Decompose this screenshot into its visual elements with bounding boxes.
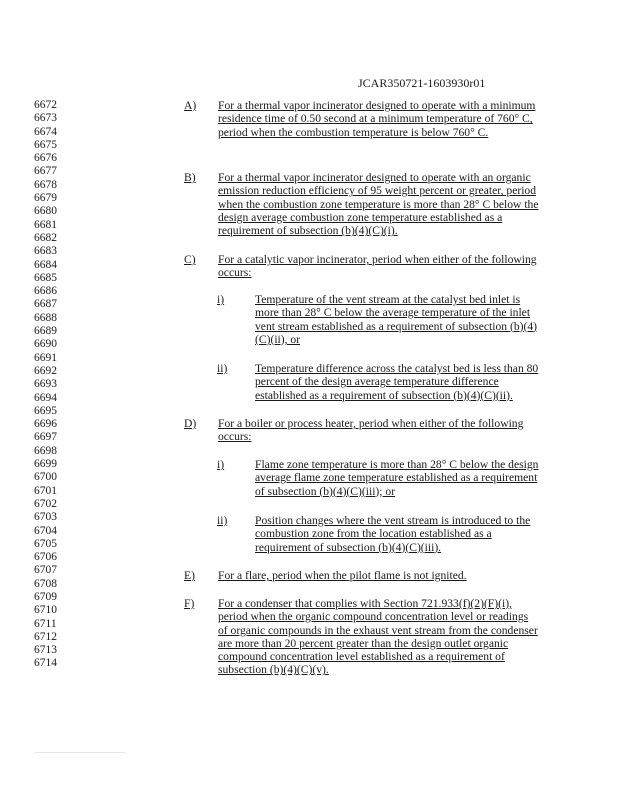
item-b-label: B): [184, 171, 196, 184]
item-d-i-label: i): [217, 458, 225, 471]
line-number: 6705: [34, 537, 57, 550]
line-number: 6696: [34, 418, 57, 431]
line-number: 6677: [34, 165, 57, 178]
item-c-label: C): [184, 253, 196, 266]
line-number: 6710: [34, 604, 57, 617]
line-number: 6674: [34, 125, 57, 138]
line-number: 6702: [34, 497, 57, 510]
item-c-ii-text: Temperature difference across the catalyst bed is less than 80 percent of the design average temperature difference established as a requirement of subsection (b)(4)(C)(ii).: [255, 362, 539, 402]
line-number: 6709: [34, 590, 57, 603]
line-number: 6711: [34, 617, 57, 630]
line-number: 6684: [34, 258, 57, 271]
line-number: 6693: [34, 378, 57, 391]
item-b-text: For a thermal vapor incinerator designed to operate with an organic emission reduction efficiency of 95 weight percent or greater, period when the combustion zone temperature is more than 28° C below the design average combustion zone temperature established as a requirement of subsection (b)(4)(C)(i).: [218, 171, 539, 238]
line-number: 6686: [34, 285, 57, 298]
line-number: 6691: [34, 351, 57, 364]
line-number: 6678: [34, 178, 57, 191]
line-number: 6680: [34, 205, 57, 218]
line-number: 6703: [34, 511, 57, 524]
item-a-text: For a thermal vapor incinerator designed to operate with a minimum residence time of 0.50 second at a minimum temperature of 760° C, period when the combustion temperature is below 760° C.: [218, 99, 536, 139]
item-c-ii-label: ii): [217, 362, 228, 375]
line-number: 6675: [34, 138, 57, 151]
item-c-text: For a catalytic vapor incinerator, period when either of the following occurs:: [218, 253, 537, 280]
line-number: 6700: [34, 471, 57, 484]
document-id: JCAR350721-1603930r01: [358, 76, 486, 90]
line-number: 6689: [34, 325, 57, 338]
line-number: 6688: [34, 311, 57, 324]
line-number: 6692: [34, 364, 57, 377]
line-number: 6698: [34, 444, 57, 457]
line-number: 6676: [34, 152, 57, 165]
item-f-label: F): [184, 597, 195, 610]
item-d-ii-label: ii): [217, 514, 228, 527]
item-d-ii-text: Position changes where the vent stream is introduced to the combustion zone from the location established as a requirement of subsection (b)(4)(C)(iii).: [255, 514, 531, 554]
line-number: 6683: [34, 245, 57, 258]
line-number-column: [34, 99, 57, 671]
line-number: 6694: [34, 391, 57, 404]
line-number: 6690: [34, 338, 57, 351]
line-number: 6707: [34, 564, 57, 577]
item-d-label: D): [184, 417, 197, 430]
line-number: 6714: [34, 657, 57, 670]
item-f-text: For a condenser that complies with Section 721.933(f)(2)(F)(i), period when the organic compound concentration level or readings of organic compounds in the exhaust vent stream from the condenser are more than 20 percent greater than the design outlet organic compound concentration level established as a requirement of subsection (b)(4)(C)(v).: [218, 597, 538, 677]
item-a-label: A): [184, 99, 197, 112]
line-number: 6681: [34, 218, 57, 231]
line-number: 6682: [34, 231, 57, 244]
line-number: 6706: [34, 551, 57, 564]
line-number: 6712: [34, 630, 57, 643]
line-number: 6701: [34, 484, 57, 497]
line-number: 6704: [34, 524, 57, 537]
line-number: 6699: [34, 458, 57, 471]
line-number: 6708: [34, 577, 57, 590]
footer-rule: [34, 752, 126, 753]
line-number: 6672: [34, 99, 57, 111]
line-number: 6679: [34, 192, 57, 205]
item-e-label: E): [184, 569, 195, 582]
line-number: 6687: [34, 298, 57, 311]
item-d-i-text: Flame zone temperature is more than 28° C below the design average flame zone temperature established as a requirement of subsection (b)(4)(C)(iii); or: [255, 458, 539, 498]
item-c-i-label: i): [217, 293, 225, 306]
line-number: 6713: [34, 644, 57, 657]
line-number: 6695: [34, 404, 57, 417]
item-c-i-text: Temperature of the vent stream at the catalyst bed inlet is more than 28° C below the average temperature of the inlet vent stream established as a requirement of subsection (b)(4)(C)(ii), or: [255, 293, 538, 346]
item-d-text: For a boiler or process heater, period when either of the following occurs:: [218, 417, 524, 444]
line-number: 6673: [34, 112, 57, 125]
line-number: 6685: [34, 271, 57, 284]
item-e-text: For a flare, period when the pilot flame is not ignited.: [218, 569, 467, 582]
line-number: 6697: [34, 431, 57, 444]
